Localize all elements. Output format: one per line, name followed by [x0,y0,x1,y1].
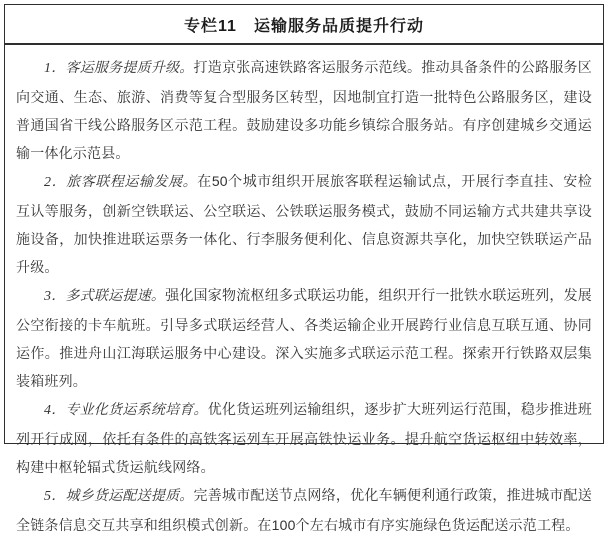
list-item [16,167,592,281]
item-lead: 4．专业化货运系统培育。 [44,403,208,418]
item-body: 打造京张高速铁路客运服务示范线。推动具备条件的公路服务区向交通、生态、旅游、消费等复合型服务区转型，因地制宜打造一批特色公路服务区，建设普通国省干线公路服务区示范工程。鼓励建设多功能乡镇综合服务站。有序创建城乡交通运输一体化示范县。 [16,59,592,161]
column-box [4,4,604,533]
list-item [16,481,592,539]
item-lead: 3．多式联运提速。 [44,289,166,304]
item-body: 优化货运班列运输组织，逐步扩大班列运行范围，稳步推进班列开行成网，依托有条件的高铁客运列车开展高铁快运业务。提升航空货运枢纽中转效率，构建中枢轮辐式货运航线网络。 [16,401,592,475]
item-body: 强化国家物流枢纽多式联运功能，组织开行一批铁水联运班列，发展公空衔接的卡车航班。引导多式联运经营人、各类运输企业开展跨行业信息互联互通、协同运作。推进舟山江海联运服务中心建设。深入实施多式联运示范工程。探索开行铁路双层集装箱班列。 [16,287,592,389]
item-body: 在50个城市组织开展旅客联程运输试点，开展行李直挂、安检互认等服务，创新空铁联运、公空联运、公铁联运服务模式，鼓励不同运输方式共建共享设施设备，加快推进联运票务一体化、行李服务便利化、信息资源共享化，加快空铁联运产品升级。 [16,173,592,275]
list-item [16,53,592,167]
list-item [16,395,592,481]
item-body: 完善城市配送节点网络，优化车辆便利通行政策，推进城市配送全链条信息交互共享和组织模式创新。在100个左右城市有序实施绿色货运配送示范工程。 [16,487,592,533]
column-box-header [5,5,603,45]
item-lead: 2．旅客联程运输发展。 [44,175,198,190]
page-title: 专栏11 运输服务品质提升行动 [184,17,424,35]
column-box-body [5,45,603,539]
list-item [16,281,592,395]
item-lead: 5．城乡货运配送提质。 [44,489,194,504]
item-lead: 1．客运服务提质升级。 [44,61,194,76]
